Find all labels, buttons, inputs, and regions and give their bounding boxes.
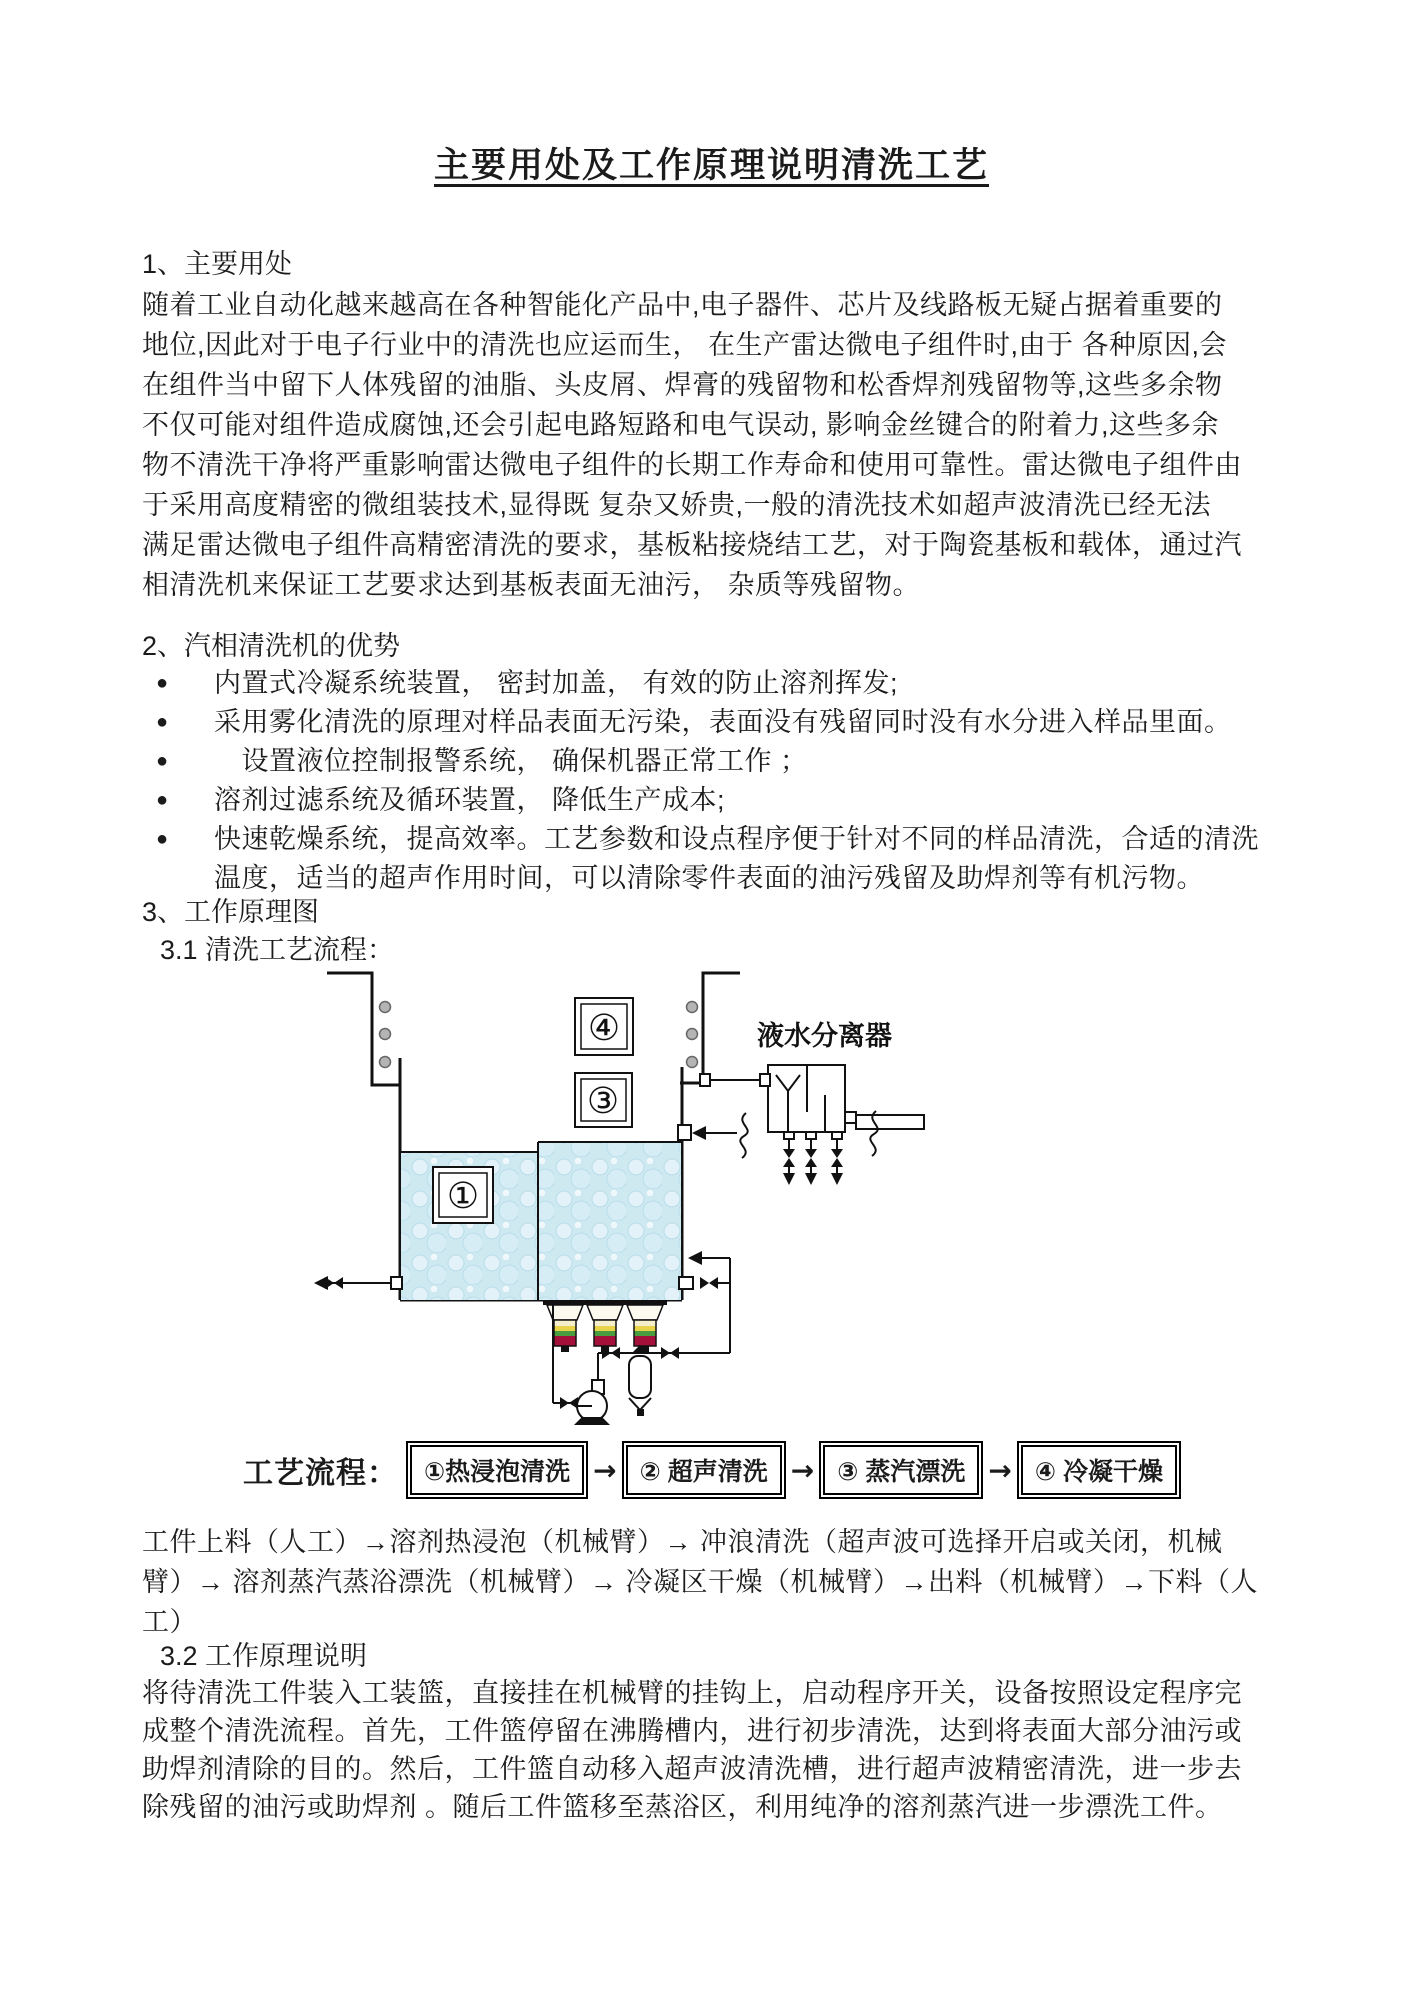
advantages-list [142, 664, 1259, 898]
text-line: 设置液位控制报警系统， 确保机器正常工作 ； [214, 746, 808, 776]
conclusion-paragraph [142, 1674, 1242, 1826]
text-line: 溶剂过滤系统及循环装置， 降低生产成本; [214, 785, 726, 815]
water-separator [700, 1020, 924, 1185]
section2-heading: 2、汽相清洗机的优势 [142, 631, 401, 661]
list-item [142, 742, 1259, 781]
text-line: 内置式冷凝系统装置， 密封加盖， 有效的防止溶剂挥发; [214, 668, 899, 698]
bullet-icon: ● [156, 828, 169, 850]
bullet-icon: ● [156, 672, 169, 694]
stage-1-number: ① [446, 1176, 480, 1217]
list-item [142, 820, 1259, 898]
flow-step-label: ③ 蒸汽漂洗 [823, 1445, 979, 1495]
flow-step-box [622, 1441, 786, 1499]
flow-step-box [1017, 1441, 1181, 1499]
flow-label: 工艺流程： [243, 1457, 398, 1490]
arrow-right-icon: → [593, 1453, 617, 1487]
process-flow-row [243, 1441, 1183, 1499]
process-diagram [230, 965, 1020, 1465]
flow-step-label: ② 超声清洗 [626, 1445, 782, 1495]
stage-1-plate [433, 1167, 493, 1223]
bullet-icon: ● [156, 711, 169, 733]
stage-4-number: ④ [587, 1008, 621, 1049]
arrow-right-icon: → [790, 1453, 815, 1487]
separator-feed-line [678, 1113, 748, 1158]
text-line: 满足雷达微电子组件高精密清洗的要求，基板粘接烧结工艺，对于陶瓷基板和载体，通过汽 [142, 530, 1242, 560]
document-title: 主要用处及工作原理说明清洗工艺 [433, 146, 989, 185]
intro-paragraph [142, 285, 1242, 605]
flow-description [142, 1522, 1258, 1642]
text-line: 采用雾化清洗的原理对样品表面无污染，表面没有残留同时没有水分进入样品里面。 [214, 707, 1232, 737]
list-item [142, 703, 1259, 742]
ultrasonic-transducer-icons [543, 1300, 667, 1352]
text-line: 温度，适当的超声作用时间，可以清除零件表面的油污残留及助焊剂等有机污物。 [214, 863, 1204, 893]
tank-inlet-left [314, 1276, 402, 1290]
stage-3-number: ③ [586, 1081, 620, 1122]
text-line: 在组件当中留下人体残留的油脂、头皮屑、焊膏的残留物和松香焊剂残留物等,这些多余物 [142, 370, 1223, 400]
pipe-break-icon [740, 1113, 747, 1158]
text-line: 快速乾燥系统，提高效率。工艺参数和设点程序便于针对不同的样品清洗，合适的清洗 [214, 824, 1259, 854]
flow-step-box [819, 1441, 983, 1499]
text-line: 相清洗机来保证工艺要求达到基板表面无油污， 杂质等残留物。 [142, 570, 921, 600]
section3-heading: 3、工作原理图 [142, 897, 320, 927]
flow-step-box [406, 1441, 588, 1499]
text-line: 随着工业自动化越来越高在各种智能化产品中,电子器件、芯片及线路板无疑占据着重要的 [142, 290, 1223, 320]
list-item [142, 781, 1259, 820]
stage-4-plate [575, 998, 633, 1055]
separator-drain-valves [783, 1132, 843, 1185]
text-line: 工） [142, 1607, 197, 1637]
separator-label: 液水分离器 [757, 1021, 892, 1051]
text-line: 助焊剂清除的目的。然后，工件篮自动移入超声波清洗槽，进行超声波精密清洗，进一步去 [142, 1754, 1242, 1784]
section31-heading: 3.1 清洗工艺流程： [160, 935, 395, 965]
text-line: 不仅可能对组件造成腐蚀,还会引起电路短路和电气误动, 影响金丝键合的附着力,这些多余 [142, 410, 1220, 440]
text-line: 臂）→ 溶剂蒸汽蒸浴漂洗（机械臂）→ 冷凝区干燥（机械臂）→出料（机械臂）→下料（人 [142, 1567, 1259, 1597]
section1-heading: 1、主要用处 [142, 249, 293, 279]
text-line: 于采用高度精密的微组装技术,显得既 复杂又娇贵,一般的清洗技术如超声波清洗已经无法 [142, 490, 1212, 520]
section32-heading: 3.2 工作原理说明 [160, 1641, 368, 1671]
text-line: 地位,因此对于电子行业中的清洗也应运而生， 在生产雷达微电子组件时,由于 各种原因,会 [142, 330, 1228, 360]
bullet-icon: ● [156, 750, 169, 772]
text-line: 除残留的油污或助焊剂 。随后工件篮移至蒸浴区，利用纯净的溶剂蒸汽进一步漂洗工件。 [142, 1792, 1223, 1822]
filter-icon [629, 1345, 651, 1416]
pump-icon [574, 1380, 610, 1425]
arrow-right-icon: → [988, 1453, 1012, 1487]
flow-step-label: ①热浸泡清洗 [410, 1445, 584, 1495]
list-item [142, 664, 1259, 703]
text-line: 物不清洗干净将严重影响雷达微电子组件的长期工作寿命和使用可靠性。雷达微电子组件由 [142, 450, 1242, 480]
stage-3-plate [575, 1073, 632, 1127]
flow-step-label: ④ 冷凝干燥 [1021, 1445, 1177, 1495]
text-line: 工件上料（人工）→溶剂热浸泡（机械臂）→ 冲浪清洗（超声波可选择开启或关闭，机械 [142, 1527, 1223, 1557]
text-line: 成整个清洗流程。首先，工件篮停留在沸腾槽内，进行初步清洗，达到将表面大部分油污或 [142, 1716, 1242, 1746]
text-line: 将待清洗工件装入工装篮，直接挂在机械臂的挂钩上，启动程序开关，设备按照设定程序完 [142, 1678, 1242, 1708]
frame-bolt-icons [380, 1002, 698, 1068]
bullet-icon: ● [156, 789, 169, 811]
